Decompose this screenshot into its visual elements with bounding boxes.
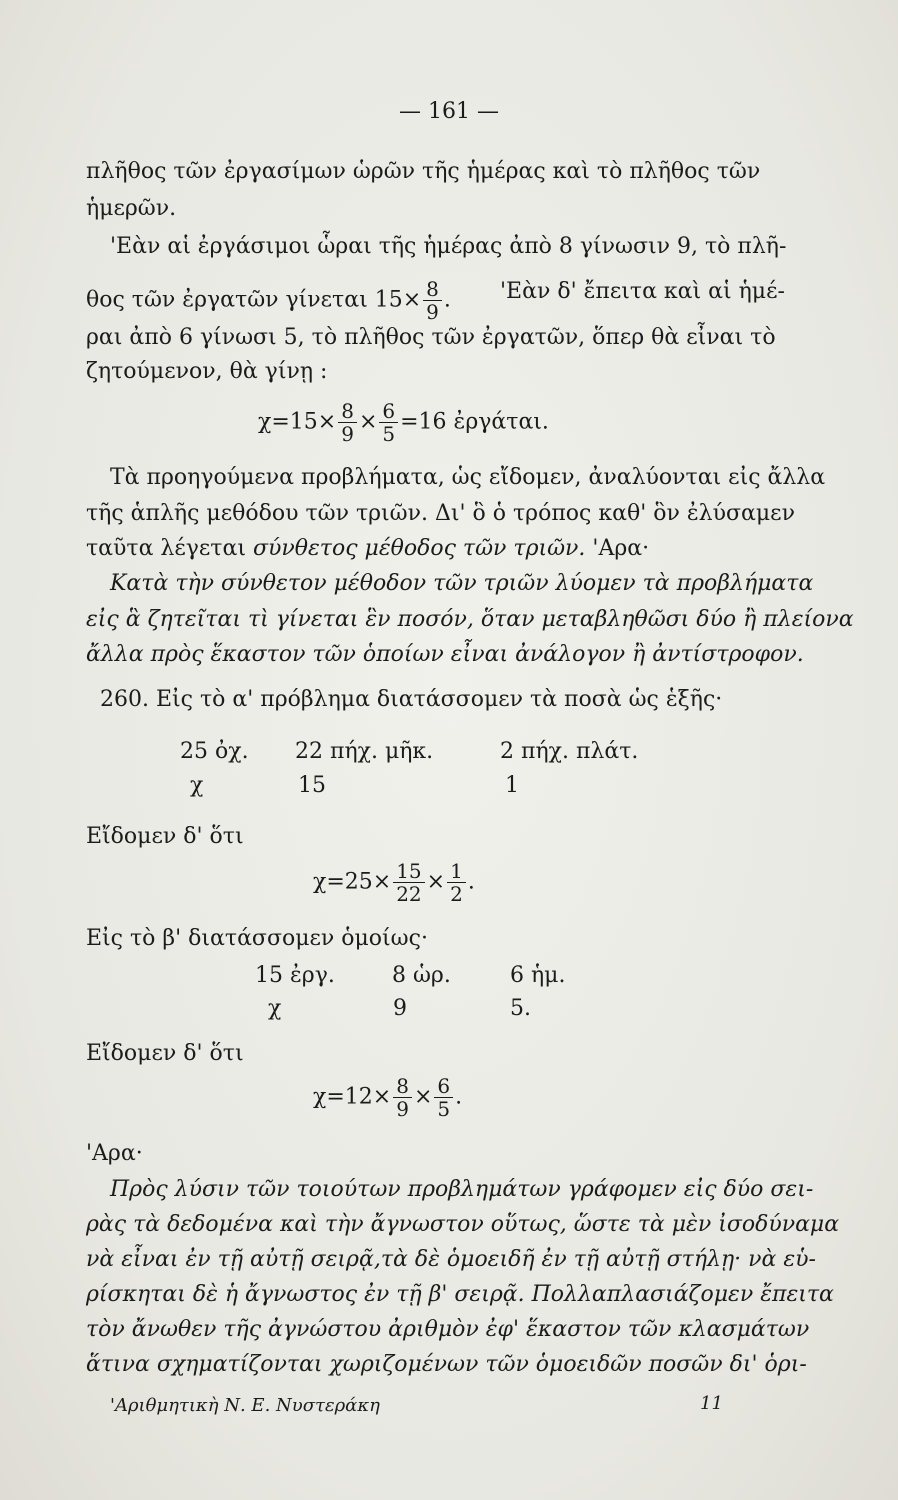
fraction-denominator: 2 xyxy=(450,882,463,906)
formula-part: . xyxy=(455,1084,463,1110)
rule-statement-line: νὰ εἶναι ἐν τῇ αὐτῇ σειρᾷ,τὰ δὲ ὁμοειδῆ ἐν τῇ αὐτῇ στήλῃ· νὰ εὑ- xyxy=(86,1247,816,1272)
fraction-numerator: 1 xyxy=(447,860,466,883)
rule-statement-line: ἅτινα σχηματίζονται χωριζομένων τῶν ὁμοειδῶν ποσῶν δι' ὁρι- xyxy=(86,1352,807,1377)
rule-statement-line: Κατὰ τὴν σύνθετον μέθοδον τῶν τριῶν λύομεν τὰ προβλήματα xyxy=(110,571,814,596)
table1-cell: 2 πήχ. πλάτ. xyxy=(500,739,639,764)
fraction xyxy=(447,860,466,905)
fraction-denominator: 5 xyxy=(382,422,396,446)
formula-part: × xyxy=(426,869,446,895)
formula xyxy=(313,1075,462,1120)
fraction xyxy=(434,1075,453,1120)
formula-part: . xyxy=(467,869,475,895)
page-number: — 161 — xyxy=(399,99,499,124)
text-line: Εἰς τὸ β' διατάσσομεν ὁμοίως· xyxy=(86,926,428,951)
text-segment: θος τῶν ἐργατῶν γίνεται 15× xyxy=(86,287,422,313)
fraction-denominator: 9 xyxy=(341,422,354,446)
sheet-number: 11 xyxy=(700,1393,723,1414)
fraction-numerator: 8 xyxy=(423,278,442,301)
text-segment: 'Αρα· xyxy=(585,536,650,561)
rule-statement-line: ρίσκηται δὲ ἡ ἄγνωστος ἐν τῇ β' σειρᾷ. Πολλαπλασιάζομεν ἔπειτα xyxy=(86,1282,834,1307)
fraction-denominator: 22 xyxy=(396,882,422,906)
rule-statement-line: εἰς ἃ ζητεῖται τὶ γίνεται ἓν ποσόν, ὅταν μεταβληθῶσι δύο ἢ πλείονα xyxy=(86,607,854,632)
table2-cell: χ xyxy=(268,996,282,1021)
rule-statement-line: Πρὸς λύσιν τῶν τοιούτων προβλημάτων γράφομεν εἰς δύο σει- xyxy=(110,1177,814,1202)
formula-part: × xyxy=(358,409,378,435)
table2-cell: 9 xyxy=(393,996,407,1021)
formula-part: χ=25× xyxy=(313,869,392,895)
rule-statement-line: ρὰς τὰ δεδομένα καὶ τὴν ἄγνωστον οὕτως, ὥστε τὰ μὲν ἰσοδύναμα xyxy=(86,1212,840,1237)
text-line: πλῆθος τῶν ἐργασίμων ὡρῶν τῆς ἡμέρας καὶ τὸ πλῆθος τῶν xyxy=(86,159,761,184)
rule-statement-line: ἄλλα πρὸς ἕκαστον τῶν ὁποίων εἶναι ἀνάλογον ἢ ἀντίστροφον. xyxy=(86,642,804,667)
text-line: ζητούμενον, θὰ γίνῃ : xyxy=(86,359,328,384)
footer-signature: 'Αριθμητικὴ Ν. Ε. Νυστεράκη xyxy=(110,1395,380,1416)
text-segment: . xyxy=(443,287,451,313)
formula xyxy=(313,860,475,905)
text-line: ραι ἀπὸ 6 γίνωσι 5, τὸ πλῆθος τῶν ἐργατῶν, ὅπερ θὰ εἶναι τὸ xyxy=(86,325,776,350)
table2-cell: 6 ἡμ. xyxy=(510,963,566,988)
text-line: Εἴδομεν δ' ὅτι xyxy=(86,824,244,849)
fraction-denominator: 9 xyxy=(396,1097,409,1121)
text-line: 'Αρα· xyxy=(86,1141,143,1166)
text-line: Τὰ προηγούμενα προβλήματα, ὡς εἴδομεν, ἀναλύονται εἰς ἄλλα xyxy=(110,465,826,490)
text-line: ἡμερῶν. xyxy=(86,196,177,221)
rule-statement-line: τὸν ἄνωθεν τῆς ἀγνώστου ἀριθμὸν ἐφ' ἕκαστον τῶν κλασμάτων xyxy=(86,1317,810,1342)
fraction xyxy=(338,400,357,445)
formula xyxy=(258,400,549,445)
text-line: 'Εὰν αἱ ἐργάσιμοι ὧραι τῆς ἡμέρας ἀπὸ 8 γίνωσιν 9, τὸ πλῆ- xyxy=(110,234,787,259)
formula-part: χ=15× xyxy=(258,409,337,435)
text-line: Εἴδομεν δ' ὅτι xyxy=(86,1041,244,1066)
table2-cell: 15 ἐργ. xyxy=(255,963,335,988)
table2-cell: 8 ὡρ. xyxy=(392,963,451,988)
fraction-numerator: 6 xyxy=(379,400,398,423)
formula-part: =16 ἐργάται. xyxy=(400,409,549,435)
fraction xyxy=(393,860,424,905)
table1-cell: 15 xyxy=(298,773,326,798)
text-line-with-fraction xyxy=(86,278,451,323)
emphasis-term: σύνθετος μέθοδος τῶν τριῶν. xyxy=(252,536,586,561)
text-line: τῆς ἁπλῆς μεθόδου τῶν τριῶν. Δι' ὃ ὁ τρόπος καθ' ὃν ἐλύσαμεν xyxy=(86,501,795,526)
table1-cell: 22 πήχ. μῆκ. xyxy=(295,739,434,764)
fraction xyxy=(393,1075,412,1120)
text-segment: ταῦτα λέγεται xyxy=(86,536,253,561)
fraction-denominator: 5 xyxy=(437,1097,451,1121)
fraction-numerator: 8 xyxy=(393,1075,412,1098)
fraction-numerator: 8 xyxy=(338,400,357,423)
table1-cell: 1 xyxy=(505,773,519,798)
text-segment: 'Εὰν δ' ἔπειτα καὶ αἱ ἡμέ- xyxy=(500,279,785,304)
section-heading: 260. Εἰς τὸ α' πρόβλημα διατάσσομεν τὰ ποσὰ ὡς ἑξῆς· xyxy=(100,687,723,712)
text-line xyxy=(86,535,649,563)
table1-cell: χ xyxy=(190,773,204,798)
formula-part: χ=12× xyxy=(313,1084,392,1110)
fraction-denominator: 9 xyxy=(426,300,439,324)
table2-cell: 5. xyxy=(510,996,531,1021)
fraction-numerator: 6 xyxy=(434,1075,453,1098)
fraction-numerator: 15 xyxy=(393,860,424,883)
formula-part: × xyxy=(413,1084,433,1110)
fraction xyxy=(379,400,398,445)
table1-cell: 25 ὀχ. xyxy=(180,739,249,764)
fraction xyxy=(423,278,442,323)
